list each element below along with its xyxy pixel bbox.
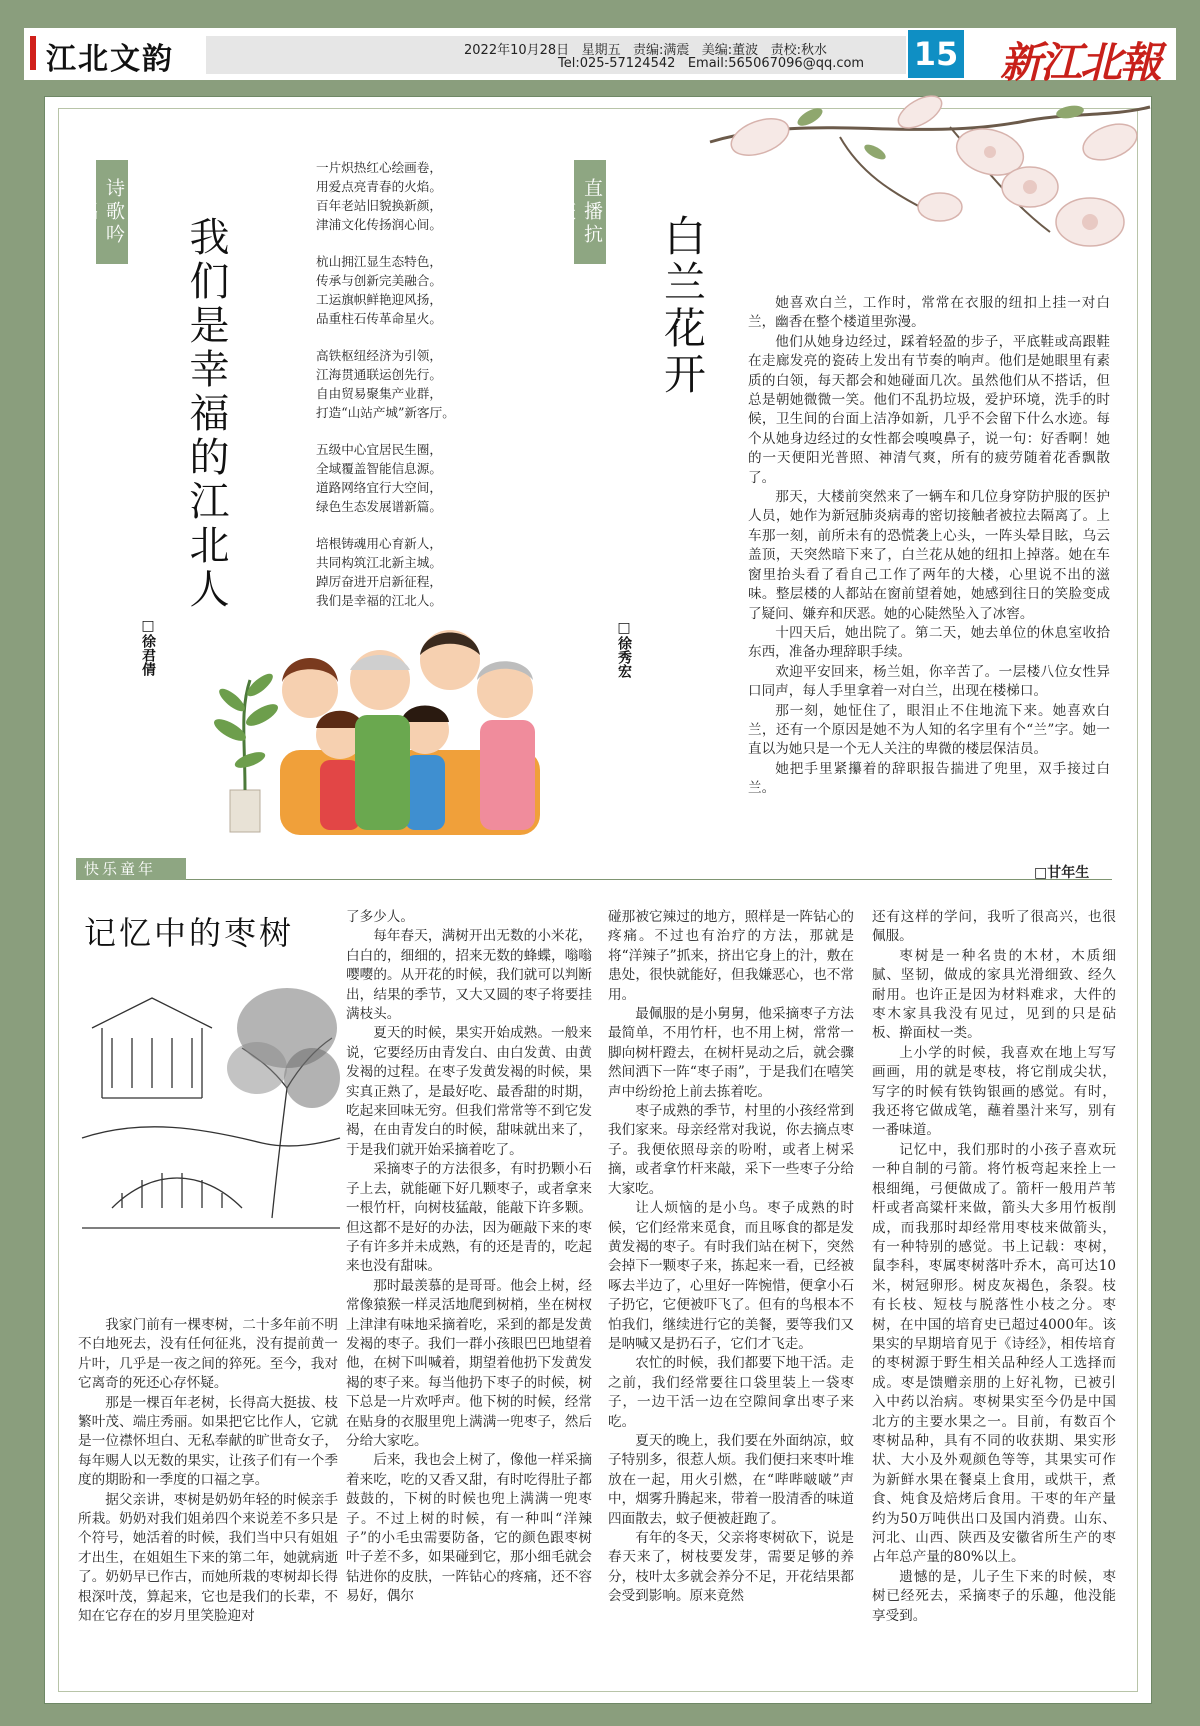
story-column-tag: 直播抗疫 [574,160,606,264]
poem-line: 用爱点亮青春的火焰。 [316,179,442,194]
poem-line: 道路网络宜行大空间， [316,480,442,495]
memoir-author-name: 甘年生 [1047,865,1090,881]
newspaper-logo: 新江北報 [1000,38,1161,87]
magnolia-flowers-illustration [690,82,1150,262]
issue-date: 2022年10月28日 [464,43,570,58]
meta-info [206,36,906,74]
poem-line: 工运旗帜鲜艳迎风扬， [316,292,442,307]
section-label [24,32,196,77]
poem-body [316,158,486,628]
plant-icon [211,670,281,832]
paragraph: 枣子成熟的季节，村里的小孩经常到我们家来。母亲经常对我说，你去摘点枣子。我便依照母亲的吩咐，或者上树采摘，或者拿竹杆来敲，采下一些枣子分给大家吃。 [608,1103,854,1197]
poem-line: 自由贸易聚集产业群， [316,386,442,401]
paragraph: 夏天的晚上，我们要在外面纳凉，蚊子特别多，很惹人烦。我们便扫来枣叶堆放在一起，用火引燃，在“哔哔啵啵”声中，烟雾升腾起来，带着一股清香的味道四面散去，蚊子便被赶跑了。 [608,1432,854,1527]
paragraph: 据父亲讲，枣树是奶奶年轻的时候亲手所栽。奶奶对我们姐弟四个来说差不多只是个符号，她活着的时候，我们当中只有姐姐才出生，在姐姐生下来的第二年，她就病逝了。奶奶早已作古，而她所栽的枣树却长得根深叶茂，算起来，它也是我们的长辈，不知在它存在的岁月里笑脸迎对 [78,1491,338,1625]
memoir-column-1 [78,1316,338,1627]
editor: 责编:满震 [633,43,690,58]
poem-stanza [316,252,486,328]
paragraph: 遗憾的是，儿子生下来的时候，枣树已经死去，采摘枣子的乐趣，他没能享受到。 [872,1568,1116,1624]
paragraph: 那一刻，她怔住了，眼泪止不住地流下来。她喜欢白兰，还有一个原因是她不为人知的名字里有个“兰”字。她一直以为她只是一个无人关注的卑微的楼层保洁员。 [748,702,1110,758]
poem-line: 共同构筑江北新主城。 [316,555,442,570]
paragraph: 记忆中，我们那时的小孩子喜欢玩一种自制的弓箭。将竹板弯起来拴上一根细绳，弓便做成了。箭杆一般用芦苇杆或者高粱杆来做，箭头大多用竹板削成，而我那时却经常用枣枝来做箭头，有一种特别的感觉。书上记载：枣树，鼠李科，枣属枣树落叶乔木，高可达10米，树冠卵形。树皮灰褐色，条裂。枝有长枝、短枝与脱落性小枝之分。枣树，在中国的培育史已超过4000年。该果实的早期培育见于《诗经》，相传培育的枣树源于野生相关品种经人工选择而成。枣是馈赠亲朋的上好礼物，已被引入中药以治病。枣树果实至今仍是中国北方的主要水果之一。目前，有数百个枣树品种，具有不同的收获期、果实形状、大小及外观颜色等等，其果实可作为新鲜水果在餐桌上食用，或烘干，煮食、炖食及焙烤后食用。干枣的年产量约为50万吨供出口及国内消费。山东、河北、山西、陕西及安徽省所生产的枣占年总产量的80%以上。 [872,1141,1116,1566]
jujube-tree-sketch-illustration [82,968,340,1236]
poem-line: 踔厉奋进开启新征程， [316,574,442,589]
poem-line: 百年老站旧貌换新颜， [316,198,442,213]
poem-line: 全域覆盖智能信息源。 [316,461,442,476]
weekday: 星期五 [581,43,621,58]
family-illustration [160,620,550,835]
section-title: 江北文韵 [46,42,174,77]
author-box: □ [140,618,156,634]
paragraph: 碰那被它辣过的地方，照样是一阵钻心的疼痛。不过也有治疗的方法，那就是将“洋辣子”抓来，挤出它身上的汁，敷在患处，很快就能好，但我嫌恶心，也不常用。 [608,909,854,1003]
poem-line: 打造“山站产城”新客厅。 [316,405,455,420]
poem-line: 杭山拥江显生态特色， [316,254,442,269]
poem-stanza [316,534,486,610]
poem-stanza [316,346,486,422]
paragraph: 后来，我也会上树了，像他一样采摘着来吃，吃的又香又甜，有时吃得肚子都鼓鼓的，下树的时候也兜上满满一兜枣子。不过上树的时候，有一种叫“洋辣子”的小毛虫需要防备，它的颜色跟枣树叶子差不多，如果碰到它，那小细毛就会钻进你的皮肤，一阵钻心的疼痛，还不容易好，偶尔 [346,1452,592,1605]
memoir-title: 记忆中的枣树 [84,914,295,952]
paragraph: 有年的冬天，父亲将枣树砍下，说是春天来了，树枝要发芽，需要足够的养分，枝叶太多就会养分不足，开花结果都会受到影响。原来竟然 [608,1530,854,1605]
poem-line: 江海贯通联运创先行。 [316,367,442,382]
memoir-section-header [76,858,1112,880]
email: Email:565067096@qq.com [687,56,865,71]
paragraph: 还有这样的学问，我听了很高兴，也很佩服。 [872,909,1116,945]
phone: Tel:025-57124542 [558,56,676,71]
paragraph: 上小学的时候，我喜欢在地上写写画画，用的就是枣枝，将它削成尖状，写字的时候有铁钩银画的感觉。有时，我还将它做成笔，蘸着墨汁来写，别有一番味道。 [872,1044,1116,1139]
poem-line: 津浦文化传扬润心间。 [316,217,442,232]
author-box: □ [1034,865,1048,881]
poem-line: 绿色生态发展谱新篇。 [316,499,442,514]
memoir-author [1034,862,1089,882]
poem-author-name: 徐君倩 [140,634,156,676]
paragraph: 枣树是一种名贵的木材，木质细腻、坚韧，做成的家具光滑细致、经久耐用。也许正是因为材料难求，大件的枣木家具我没有见过，见到的只是砧板、擀面杖一类。 [872,947,1116,1042]
paragraph: 让人烦恼的是小鸟。枣子成熟的时候，它们经常来觅食，而且啄食的都是发黄发褐的枣子。有时我们站在树下，突然会掉下一颗枣子来，拣起来一看，已经被啄去半边了，心里好一阵惋惜，便拿小石子扔它，它便被吓飞了。但有的鸟根本不怕我们，继续进行它的美餐，要等我们又是呐喊又是扔石子，它们才飞走。 [608,1200,854,1352]
paragraph: 十四天后，她出院了。第二天，她去单位的休息室收拾东西，准备办理辞职手续。 [748,624,1110,661]
paragraph: 他们从她身边经过，踩着轻盈的步子，平底鞋或高跟鞋在走廊发亮的瓷砖上发出有节奏的响声。他们是她眼里有素质的白领，每天都会和她碰面几次。虽然他们从不搭话，但总是朝她微微一笑。他们不乱扔垃圾，爱护环境，洗手的时候，卫生间的台面上洁净如新，几乎不会留下什么水迹。每个从她身边经过的女性都会嗅嗅鼻子，说一句：好香啊！她的一天便阳光普照、神清气爽，所有的疲劳随着花香飘散了。 [748,333,1110,486]
poem-line: 传承与创新完美融合。 [316,273,442,288]
story-author [614,620,634,678]
story-title: 白兰花开 [658,214,707,398]
memoir-column-tag: 快乐童年 [76,858,186,880]
paragraph: 采摘枣子的方法很多，有时扔颗小石子上去，就能砸下好几颗枣子，或者拿来一根竹杆，向树枝猛敲，能敲下许多颗。但这都不是好的办法，因为砸敲下来的枣子有许多并未成熟，有的还是青的，吃起来也没有甜味。 [346,1161,592,1275]
paragraph: 最佩服的是小舅舅，他采摘枣子方法最简单，不用竹杆，也不用上树，常常一脚向树杆蹬去，在树杆晃动之后，就会骤然间洒下一阵“枣子雨”，于是我们在嘻笑声中纷纷抢上前去拣着吃。 [608,1006,854,1100]
family-figures [280,630,540,835]
paragraph: 每年春天，满树开出无数的小米花，白白的，细细的，招来无数的蜂蝶，嗡嗡嘤嘤的。从开花的时候，我们就可以判断出，结果的季节，又大又圆的枣子将要挂满枝头。 [346,928,592,1023]
paragraph: 欢迎平安回来，杨兰姐，你辛苦了。一层楼八位女性异口同声，每人手里拿着一对白兰，出现在楼梯口。 [748,663,1110,700]
author-box: □ [616,620,632,636]
page-number: 15 [908,30,964,78]
paragraph: 了多少人。 [346,909,414,925]
paragraph: 农忙的时候，我们都要下地干活。走之前，我们经常要往口袋里装上一袋枣子，一边干活一边在空隙间拿出枣子来吃。 [608,1355,854,1430]
poem-author [138,618,158,676]
poem-line: 品重柱石传革命星火。 [316,311,442,326]
memoir-column-4 [872,908,1116,1626]
poem-stanza [316,440,486,516]
paragraph: 我家门前有一棵枣树，二十多年前不明不白地死去，没有任何征兆，没有提前黄一片叶，几乎是一夜之间的猝死。至今，我对它离奇的死还心存怀疑。 [78,1317,338,1392]
poem-title: 我们是幸福的江北人 [183,216,229,612]
story-author-name: 徐秀宏 [616,636,632,678]
paragraph: 那天，大楼前突然来了一辆车和几位身穿防护服的医护人员，她作为新冠肺炎病毒的密切接触者被拉去隔离了。上车那一刻，前所未有的恐慌袭上心头，一阵头晕目眩，乌云盖顶，天突然暗下来了，白兰花从她的纽扣上掉落。她在车窗里抬头看了看自己工作了两年的大楼，心里说不出的滋味。整层楼的人都站在窗前望着她，她感到往日的笑脸变成了疑问、嫌弃和厌恶。她的心陡然坠入了冰窖。 [748,489,1110,622]
poem-line: 五级中心宜居民生圈， [316,442,442,457]
poem-line: 高铁枢纽经济为引领， [316,348,442,363]
paragraph: 夏天的时候，果实开始成熟。一般来说，它要经历由青发白、由白发黄、由黄发褐的过程。在枣子发黄发褐的时候，果实真正熟了，是最好吃、最香甜的时期，吃起来回味无穷。但我们常常等不到它发褐，在由青发白的时候，甜味就出来了，于是我们就开始采摘着吃了。 [346,1025,592,1158]
paragraph: 她把手里紧攥着的辞职报告揣进了兜里，双手接过白兰。 [748,760,1110,797]
paragraph: 她喜欢白兰，工作时，常常在衣服的纽扣上挂一对白兰，幽香在整个楼道里弥漫。 [748,295,1110,331]
memoir-column-3 [608,908,854,1607]
poem-column-tag: 诗歌吟唱 [96,160,128,264]
section-marker [30,36,36,70]
paragraph: 那时最羡慕的是哥哥。他会上树，经常像猿猴一样灵活地爬到树梢，坐在树杈上津津有味地采摘着吃，采到的都是发黄发褐的枣子。我们一群小孩眼巴巴地望着他，在树下叫喊着，期望着他扔下发黄发褐的枣子来。每当他扔下枣子的时候，树下总是一片欢呼声。他下树的时候，经常在贴身的衣服里兜上满满一兜枣子，然后分给大家吃。 [346,1277,592,1449]
poem-line: 我们是幸福的江北人。 [316,593,442,608]
poem-stanza [316,158,486,234]
poem-line: 培根铸魂用心育新人， [316,536,442,551]
story-body [748,294,1110,799]
proofreader: 责校:秋水 [770,43,827,58]
poem-line: 一片炽热红心绘画卷， [316,160,442,175]
art-editor: 美编:董波 [701,43,759,58]
memoir-column-2 [346,908,592,1607]
paragraph: 那是一棵百年老树，长得高大挺拔、枝繁叶茂、端庄秀丽。如果把它比作人，它就是一位襟怀坦白、无私奉献的旷世奇女子，每年赐人以无数的果实，让孩子们有一个季度的期盼和一季度的口福之享。 [78,1394,338,1489]
